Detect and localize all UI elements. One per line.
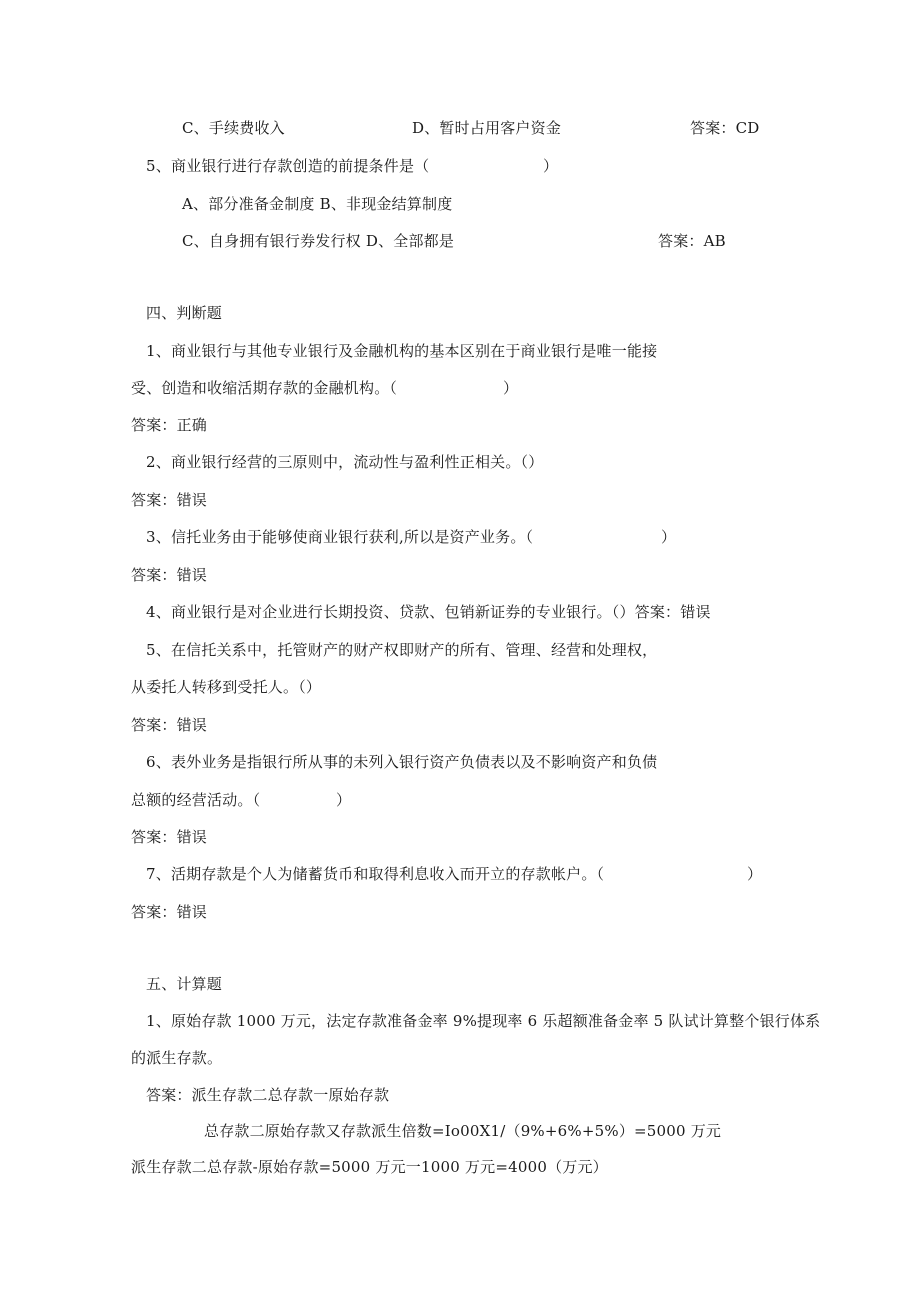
q5-options-cd: C、自身拥有银行券发行权 D、全部都是 — [182, 232, 455, 250]
tf-q7-stem: 7、活期存款是个人为储蓄货币和取得利息收入而开立的存款帐户。（ — [146, 865, 605, 883]
tf-q1-line1: 1、商业银行与其他专业银行及金融机构的基本区别在于商业银行是唯一能接 — [146, 342, 658, 360]
tf-q3-paren-close: ） — [661, 528, 677, 546]
q5-stem: 5、商业银行进行存款创造的前提条件是（ — [146, 157, 430, 175]
q4-answer: 答案：CD — [690, 119, 760, 137]
section-heading-calculation: 五、计算题 — [146, 975, 223, 993]
calc-answer-line1: 答案：派生存款二总存款一原始存款 — [146, 1086, 390, 1104]
tf-q1-line2: 受、创造和收缩活期存款的金融机构。（ — [131, 379, 398, 397]
q5-answer: 答案：AB — [658, 232, 726, 250]
tf-q7-answer: 答案：错误 — [131, 903, 208, 921]
tf-q6-line1: 6、表外业务是指银行所从事的未列入银行资产负债表以及不影响资产和负债 — [146, 753, 658, 771]
q5-paren-close: ） — [543, 157, 559, 175]
tf-q6-answer: 答案：错误 — [131, 828, 208, 846]
tf-q1-paren-close: ） — [503, 379, 519, 397]
q4-option-d: D、暂时占用客户资金 — [412, 119, 562, 137]
calc-q1-line2: 的派生存款。 — [131, 1049, 223, 1067]
tf-q5-answer: 答案：错误 — [131, 716, 208, 734]
tf-q3-stem: 3、信托业务由于能够使商业银行获利,所以是资产业务。（ — [146, 528, 534, 546]
tf-q5-line2: 从委托人转移到受托人。（） — [131, 678, 322, 696]
tf-q5-line1: 5、在信托关系中，托管财产的财产权即财产的所有、管理、经营和处理权， — [146, 641, 658, 659]
calc-answer-line3: 派生存款二总存款-原始存款=5000 万元一1000 万元=4000（万元） — [131, 1158, 608, 1176]
tf-q7-paren-close: ） — [747, 865, 763, 883]
tf-q6-line2: 总额的经营活动。（ — [131, 791, 261, 809]
tf-q4-stem: 4、商业银行是对企业进行长期投资、贷款、包销新证券的专业银行。（）答案：错误 — [146, 603, 711, 621]
calc-answer-line2: 总存款二原始存款又存款派生倍数=Io00X1/（9%+6%+5%）=5000 万元 — [204, 1122, 722, 1140]
q5-options-ab: A、部分准备金制度 B、非现金结算制度 — [182, 195, 453, 213]
tf-q2-answer: 答案：错误 — [131, 491, 208, 509]
section-heading-true-false: 四、判断题 — [146, 304, 223, 322]
q4-option-c: C、手续费收入 — [182, 119, 285, 137]
calc-q1-line1: 1、原始存款 1000 万元，法定存款准备金率 9%提现率 6 乐超额准备金率 5 队试计算整个银行体系 — [146, 1012, 821, 1030]
tf-q3-answer: 答案：错误 — [131, 566, 208, 584]
tf-q1-answer: 答案：正确 — [131, 416, 208, 434]
tf-q6-paren-close: ） — [336, 791, 352, 809]
tf-q2-stem: 2、商业银行经营的三原则中，流动性与盈利性正相关。（） — [146, 453, 544, 471]
